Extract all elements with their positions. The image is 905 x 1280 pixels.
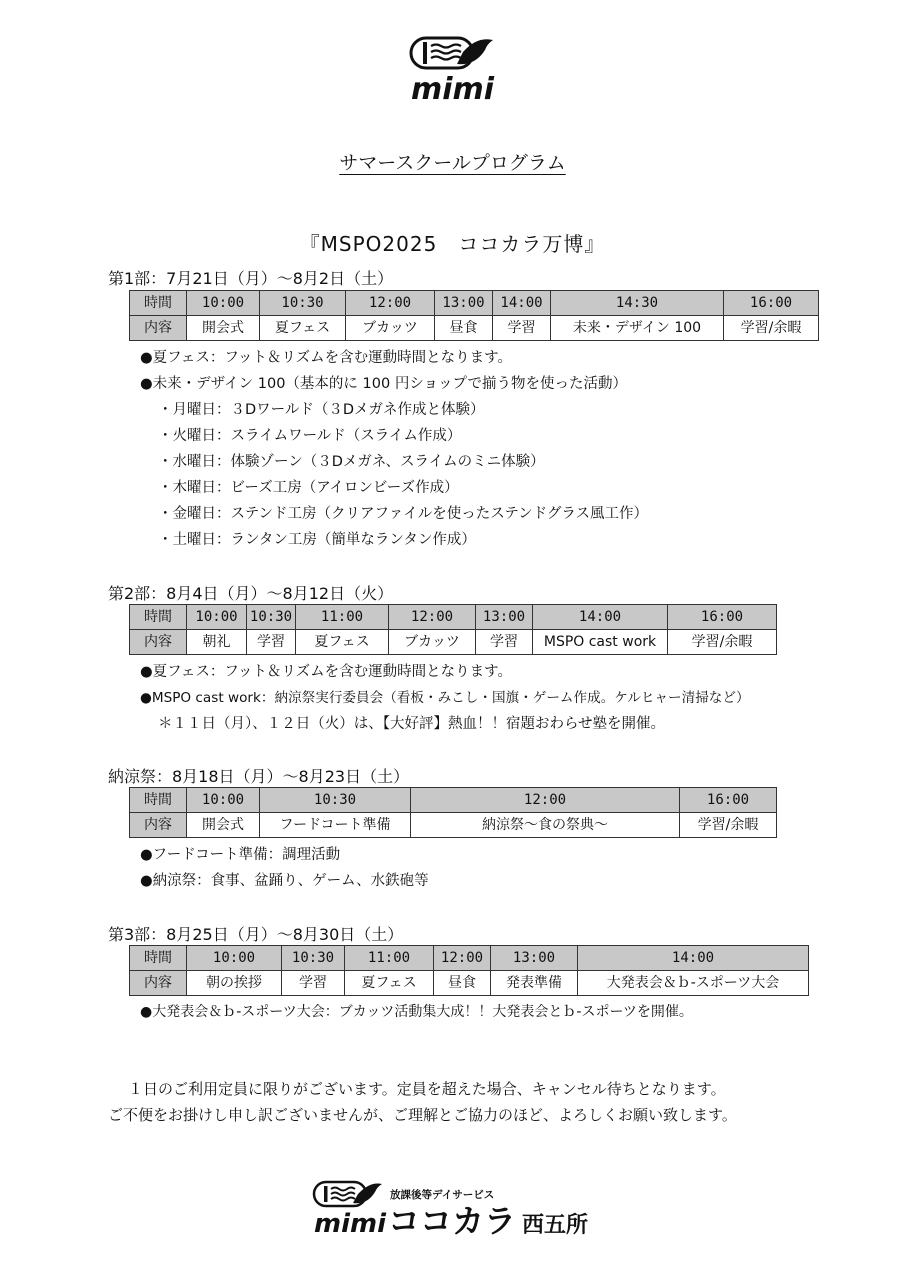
time-cell: 10:00: [187, 788, 260, 813]
row-label-time: 時間: [130, 291, 187, 316]
note: ・火曜日：スライムワールド（スライム作成）: [158, 428, 462, 444]
activity-cell: ブカッツ: [346, 316, 435, 341]
activity-cell: 未来・デザイン 100: [551, 316, 724, 341]
time-cell: 12:00: [346, 291, 435, 316]
row-label-content: 内容: [130, 630, 187, 655]
activity-cell: 学習/余暇: [724, 316, 819, 341]
time-cell: 13:00: [491, 946, 578, 971]
activity-cell: 発表準備: [491, 971, 578, 996]
section1-table: [129, 290, 819, 341]
note: ・月曜日：３Dワールド（３Dメガネ作成と体験）: [158, 402, 485, 418]
activity-cell: MSPO cast work: [533, 630, 668, 655]
activity-cell: フードコート準備: [260, 813, 411, 838]
activity-cell: 開会式: [187, 813, 260, 838]
time-cell: 14:00: [578, 946, 809, 971]
footer-mimi-text: mimi: [314, 1209, 387, 1238]
row-label-time: 時間: [130, 946, 187, 971]
activity-cell: 朝の挨拶: [187, 971, 282, 996]
row-label-content: 内容: [130, 316, 187, 341]
section4-table: [129, 945, 809, 996]
section2-heading: 第2部：8月4日（月）～8月12日（火）: [108, 584, 394, 603]
note: ●未来・デザイン 100（基本的に 100 円ショップで揃う物を使った活動）: [140, 376, 627, 392]
activity-cell: 納涼祭～食の祭典～: [411, 813, 680, 838]
footer-line-2: ご不便をお掛けし申し訳ございませんが、ご理解とご協力のほど、よろしくお願い致します。: [108, 1106, 737, 1124]
time-cell: 12:00: [434, 946, 491, 971]
footer-line-1: １日のご利用定員に限りがございます。定員を超えた場合、キャンセル待ちとなります。: [128, 1080, 726, 1098]
time-cell: 10:30: [282, 946, 345, 971]
time-cell: 12:00: [411, 788, 680, 813]
program-subtitle: 『MSPO2025 ココカラ万博』: [299, 232, 606, 256]
time-cell: 13:00: [476, 605, 533, 630]
activity-cell: 学習/余暇: [680, 813, 777, 838]
activity-cell: 開会式: [187, 316, 260, 341]
row-label-content: 内容: [130, 813, 187, 838]
brand-text: ココカラ: [388, 1202, 517, 1238]
activity-cell: 夏フェス: [296, 630, 389, 655]
section3-heading: 納涼祭：8月18日（月）～8月23日（土）: [108, 767, 410, 786]
activity-cell: 大発表会＆ｂ-スポーツ大会: [578, 971, 809, 996]
note: ・木曜日：ビーズ工房（アイロンビーズ作成）: [158, 480, 459, 496]
time-cell: 10:00: [187, 605, 247, 630]
time-cell: 16:00: [724, 291, 819, 316]
tagline-text: 放課後等デイサービス: [390, 1189, 495, 1201]
activity-cell: 昼食: [435, 316, 493, 341]
time-cell: 10:00: [187, 291, 260, 316]
mimi-logo: [405, 32, 500, 104]
time-cell: 14:00: [493, 291, 551, 316]
activity-cell: 学習/余暇: [668, 630, 777, 655]
section2-table: [129, 604, 777, 655]
note: ・土曜日：ランタン工房（簡単なランタン作成）: [158, 532, 476, 548]
time-cell: 14:30: [551, 291, 724, 316]
row-label-time: 時間: [130, 788, 187, 813]
activity-cell: 学習: [493, 316, 551, 341]
note: ●大発表会＆ｂ-スポーツ大会：ブカッツ活動集大成！！大発表会とｂ-スポーツを開催。: [140, 1004, 693, 1020]
note: ●納涼祭：食事、盆踊り、ゲーム、水鉄砲等: [140, 873, 429, 889]
activity-cell: 夏フェス: [345, 971, 434, 996]
place-text: 西五所: [522, 1213, 589, 1238]
note: ●夏フェス：フット＆リズムを含む運動時間となります。: [140, 664, 512, 680]
row-label-content: 内容: [130, 971, 187, 996]
note: ●フードコート準備：調理活動: [140, 847, 341, 863]
note: ＊１１日（月）、１２日（火）は、【大好評】熱血！！宿題おわらせ塾を開催。: [158, 716, 666, 732]
activity-cell: ブカッツ: [389, 630, 476, 655]
note: ●夏フェス：フット＆リズムを含む運動時間となります。: [140, 350, 512, 366]
time-cell: 13:00: [435, 291, 493, 316]
time-cell: 14:00: [533, 605, 668, 630]
row-label-time: 時間: [130, 605, 187, 630]
time-cell: 11:00: [296, 605, 389, 630]
activity-cell: 学習: [247, 630, 296, 655]
activity-cell: 学習: [476, 630, 533, 655]
logo-text: mimi: [411, 72, 495, 104]
section1-heading: 第1部：7月21日（月）～8月2日（土）: [108, 269, 394, 288]
time-cell: 10:00: [187, 946, 282, 971]
time-cell: 10:30: [260, 291, 346, 316]
activity-cell: 学習: [282, 971, 345, 996]
time-cell: 12:00: [389, 605, 476, 630]
time-cell: 10:30: [247, 605, 296, 630]
time-cell: 16:00: [680, 788, 777, 813]
activity-cell: 朝礼: [187, 630, 247, 655]
activity-cell: 夏フェス: [260, 316, 346, 341]
note: ・金曜日：ステンド工房（クリアファイルを使ったステンドグラス風工作）: [158, 506, 648, 522]
time-cell: 10:30: [260, 788, 411, 813]
kokokara-logo: [310, 1178, 610, 1238]
time-cell: 16:00: [668, 605, 777, 630]
section4-heading: 第3部：8月25日（月）～8月30日（土）: [108, 925, 404, 944]
activity-cell: 昼食: [434, 971, 491, 996]
page-title: サマースクールプログラム: [339, 152, 566, 174]
note: ●MSPO cast work：納涼祭実行委員会（看板・みこし・国旗・ゲーム作成。ケルヒャー清掃など）: [140, 690, 750, 706]
note: ・水曜日：体験ゾーン（３Dメガネ、スライムのミニ体験）: [158, 454, 545, 470]
section3-table: [129, 787, 777, 838]
time-cell: 11:00: [345, 946, 434, 971]
